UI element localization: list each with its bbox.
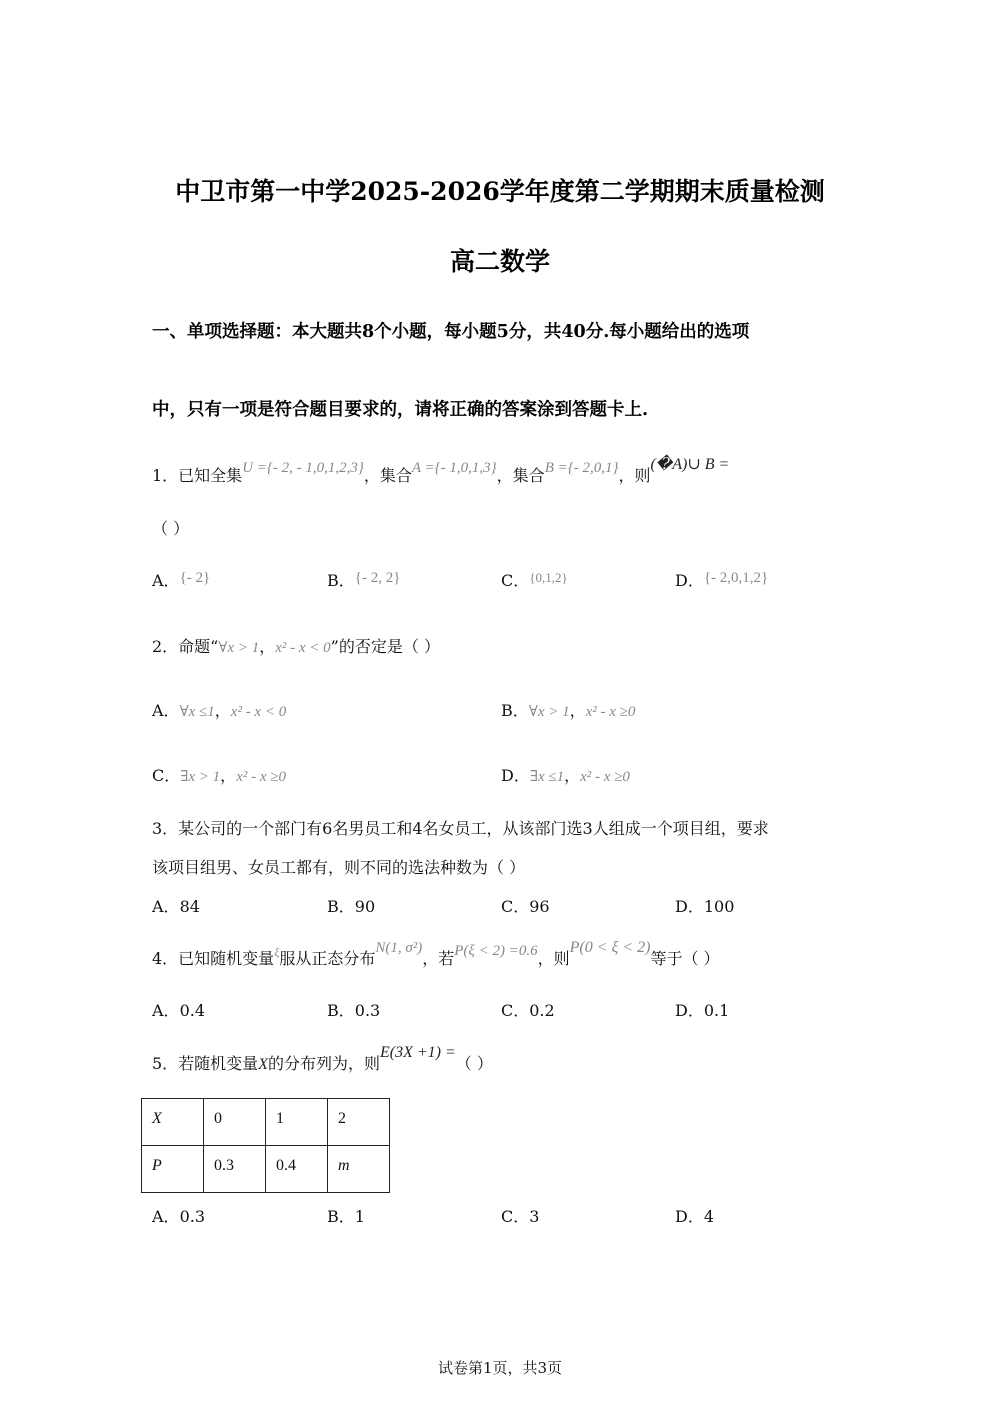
question-5: 5．若随机变量X的分布列为，则E(3X +1) =（ ） — [152, 1044, 493, 1073]
exam-subtitle: 高二数学 — [449, 247, 550, 276]
table-cell: 1 — [266, 1099, 328, 1146]
q5-option-a: A．0.3 — [152, 1207, 206, 1226]
q2-option-d: D．∃x ≤1，x² - x ≥0 — [501, 766, 630, 785]
q1-expression: (�A)∪ B = — [650, 456, 730, 473]
q5-option-b: B．1 — [327, 1207, 365, 1226]
table-cell: m — [328, 1146, 390, 1193]
question-3-line2: 该项目组男、女员工都有，则不同的选法种数为（ ） — [152, 858, 526, 877]
q1-text-1: 1．已知全集 — [152, 466, 243, 485]
q4-probability-2: P(0 < ξ < 2) — [569, 939, 651, 956]
q4-option-b: B．0.3 — [327, 1001, 381, 1020]
table-cell: P — [142, 1146, 204, 1193]
table-cell: 0.3 — [204, 1146, 266, 1193]
q4-probability: P(ξ < 2) =0.6 — [454, 943, 538, 959]
q3-option-a: A．84 — [152, 897, 200, 916]
q1-set-a: A ={- 1,0,1,3} — [411, 460, 497, 476]
exam-title: 中卫市第一中学2025-2026学年度第二学期期末质量检测 — [175, 177, 825, 206]
q1-text-3: ，集合 — [496, 466, 545, 485]
q1-option-c: C．$^{\{0,1,2\}}$ — [501, 570, 568, 590]
q1-option-a: A．{- 2} — [152, 570, 211, 590]
q1-option-d: D．{- 2,0,1,2} — [675, 570, 769, 590]
q2-inequality: x² - x < 0 — [275, 640, 331, 656]
q2-option-c: C．∃x > 1，x² - x ≥0 — [152, 766, 286, 785]
table-row — [142, 1146, 390, 1193]
q5-option-c: C．3 — [501, 1207, 540, 1226]
q2-option-b: B．∀x > 1，x² - x ≥0 — [501, 701, 636, 720]
q3-option-d: D．100 — [675, 897, 735, 916]
table-row — [142, 1099, 390, 1146]
q4-option-a: A．0.4 — [152, 1001, 206, 1020]
q4-option-c: C．0.2 — [501, 1001, 555, 1020]
q1-paren: （ ） — [152, 519, 190, 538]
table-cell: 0 — [204, 1099, 266, 1146]
table-cell: 2 — [328, 1099, 390, 1146]
q5-option-d: D．4 — [675, 1207, 715, 1226]
q4-xi: ξ — [274, 945, 280, 959]
q3-option-c: C．96 — [501, 897, 550, 916]
q1-text-2: ，集合 — [363, 466, 412, 485]
q1-universal-set: U ={- 2, - 1,0,1,2,3} — [242, 460, 364, 476]
table-cell: X — [142, 1099, 204, 1146]
q1-option-b: B．{- 2, 2} — [327, 570, 401, 590]
question-3-line1: 3．某公司的一个部门有6名男员工和4名女员工，从该部门选3人组成一个项目组，要求 — [152, 819, 769, 838]
page-footer: 试卷第1页，共3页 — [437, 1359, 563, 1377]
q1-text-4: ，则 — [618, 466, 651, 485]
q2-forall: ∀x > 1 — [218, 640, 260, 656]
q3-option-b: B．90 — [327, 897, 376, 916]
question-1 — [152, 456, 730, 486]
table-cell: 0.4 — [266, 1146, 328, 1193]
distribution-table — [141, 1098, 390, 1193]
section-heading-line1: 一、单项选择题：本大题共8个小题，每小题5分，共40分.每小题给出的选项 — [152, 322, 750, 342]
q1-set-b: B ={- 2,0,1} — [544, 460, 619, 476]
q4-option-d: D．0.1 — [675, 1001, 730, 1020]
q4-normal-dist: N(1, σ²) — [375, 940, 423, 956]
question-4: 4．已知随机变量$^\xi$服从正态分布N(1, σ²)，若P(ξ < 2) =0.6，则P(0 < ξ < 2)等于（ ） — [152, 939, 720, 968]
q5-variable-x: X — [258, 1056, 268, 1073]
section-heading-line2: 中，只有一项是符合题目要求的，请将正确的答案涂到答题卡上. — [152, 400, 649, 420]
q5-expectation: E(3X +1) = — [379, 1044, 456, 1061]
q2-option-a: A．∀x ≤1，x² - x < 0 — [152, 701, 287, 720]
question-2: 2．命题“∀x > 1，x² - x < 0”的否定是（ ） — [152, 637, 440, 656]
